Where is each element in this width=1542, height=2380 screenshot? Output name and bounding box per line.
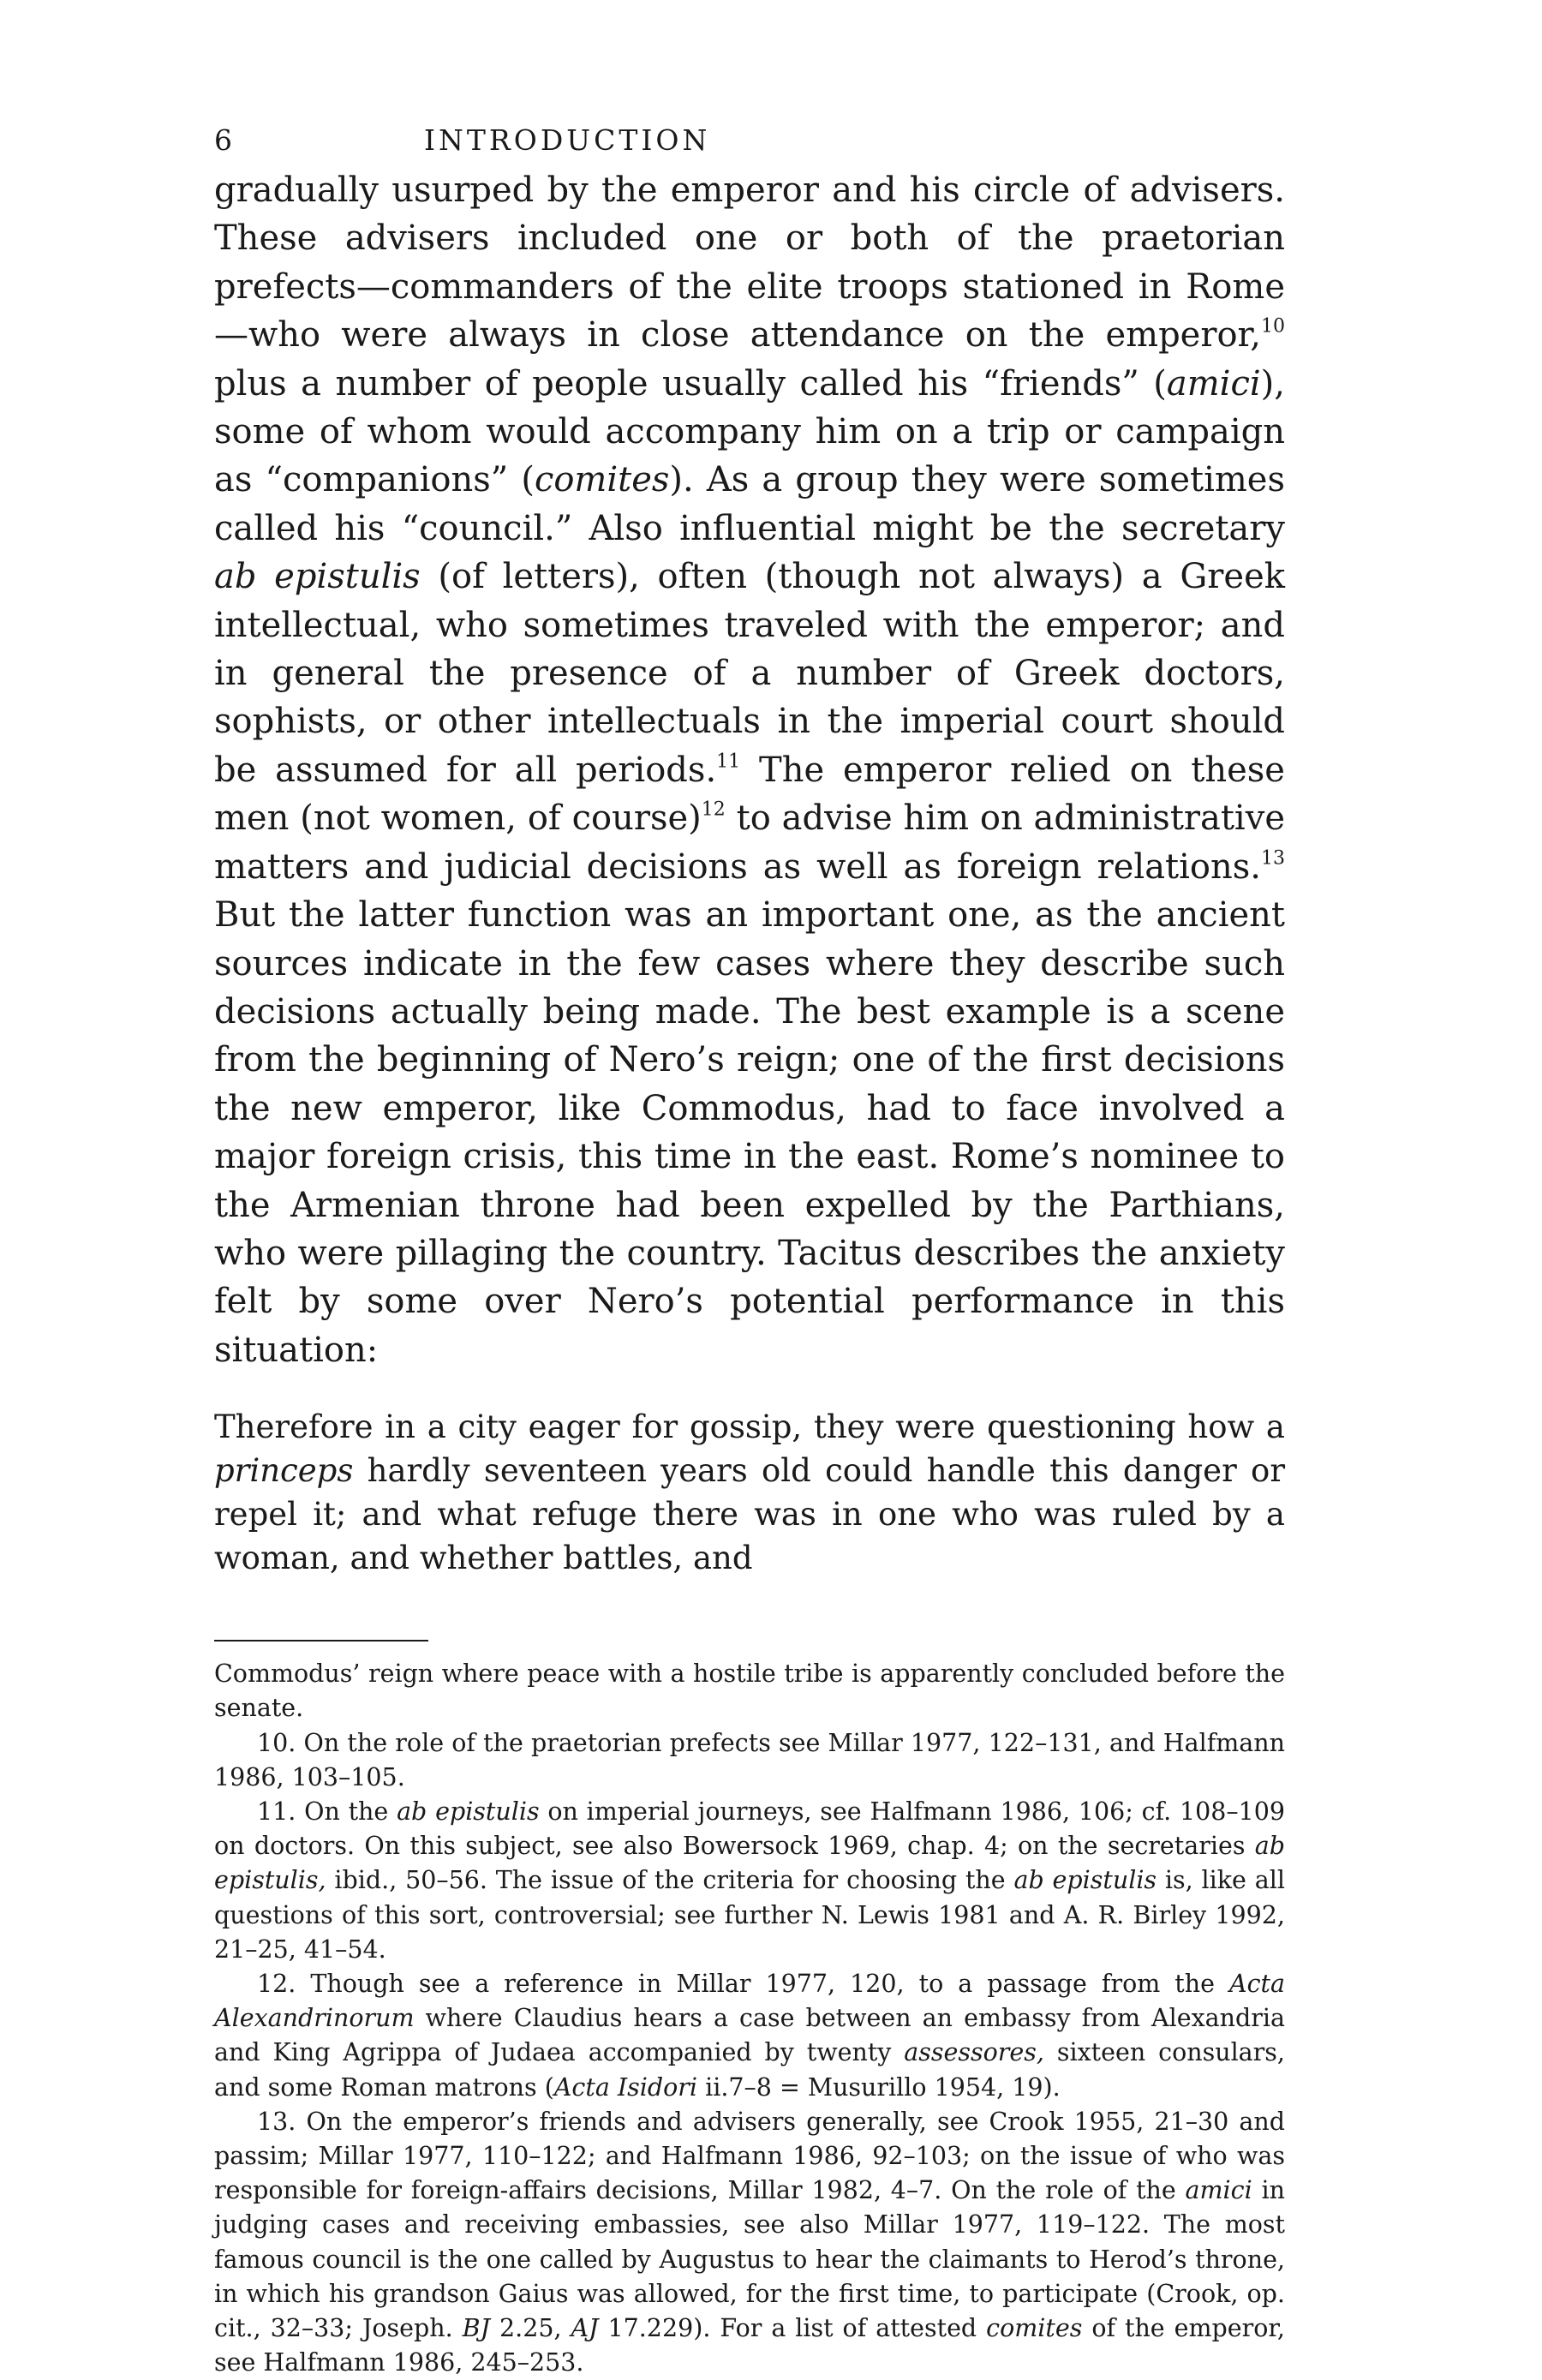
text-run: 13. On the emperor’s friends and advisers generally, see Crook 1955, 21–30 and passim; Millar 1977, 110–122; and Halfmann 1986, 92–103; on the issue of who was responsible for foreign-affairs decisions, Millar 1982, 4–7. On the role of the (214, 2107, 1285, 2205)
text-run: of the emperor, see Halfmann 1986, 245–253. (214, 2314, 1285, 2377)
text-run: 2.25, (490, 2314, 571, 2343)
page-number: 6 (214, 123, 232, 157)
italic-text: assessores, (904, 2038, 1044, 2067)
footnotes (214, 1657, 1285, 2380)
block-quote (214, 1405, 1285, 1580)
text-run: plus a number of people usually called his “friends” ( (214, 363, 1167, 404)
footnote (214, 1967, 1285, 2105)
italic-text: BJ (462, 2314, 491, 2343)
italic-text: Acta Alexandrinorum (214, 1969, 1285, 2033)
text-run: 10. On the role of the praetorian prefects see Millar 1977, 122–131, and Halfmann 1986, 103–105. (214, 1728, 1285, 1791)
footnote-marker: 13 (1261, 847, 1285, 870)
italic-text: ab epistulis (1013, 1866, 1157, 1895)
text-run: (of letters), often (though not always) a Greek intellectual, who sometimes traveled with the emperor; and in general the presence of a number of Greek doctors, sophists, or other intellectuals in the imperial court should be assumed for all periods. (214, 557, 1285, 790)
italic-text: amici (1166, 363, 1261, 404)
text-run: ), some of whom would accompany him on a trip or campaign as “companions” ( (214, 363, 1285, 500)
footnote (214, 1726, 1285, 1795)
text-run: ). As a group they were sometimes called his “council.” Also influential might be the secretary (214, 460, 1285, 548)
italic-text: Acta Isidori (553, 2072, 698, 2102)
italic-text: ab epistulis (214, 557, 421, 597)
text-run: 12. Though see a reference in Millar 1977, 120, to a passage from the (257, 1969, 1229, 1998)
text-run: hardly seventeen years old could handle this danger or repel it; and what refuge there was in one who was ruled by a woman, and whether battles, and (214, 1452, 1285, 1577)
text-run: Commodus’ reign where peace with a hostile tribe is apparently concluded before the senate. (214, 1659, 1285, 1723)
footnote (214, 1795, 1285, 1967)
footnote (214, 2105, 1285, 2380)
italic-text: ab epistulis, (214, 1832, 1285, 1895)
text-run: But the latter function was an important one, as the ancient sources indicate in the few cases where they describe such decisions actually being made. The best example is a scene from the beginning of Nero’s reign; one of the first decisions the new emperor, like Commodus, had to face involved a major foreign crisis, this time in the east. Rome’s nominee to the Armenian throne had been expelled by the Parthians, who were pillaging the country. Tacitus describes the anxiety felt by some over Nero’s potential performance in this situation: (214, 895, 1285, 1370)
italic-text: comites (534, 460, 670, 500)
footnote-rule (214, 1640, 428, 1641)
body-paragraph (214, 166, 1285, 1374)
text-run: in judging cases and receiving embassies, see also Millar 1977, 119–122. The most famous council is the one called by Augustus to hear the claimants to Herod’s throne, in which his grandson Gaius was allowed, for the first time, to participate (Crook, op. cit., 32–33; Joseph. (214, 2176, 1285, 2343)
footnote-marker: 11 (716, 750, 741, 773)
text-run: to advise him on administrative matters and judicial decisions as well as foreign relations. (214, 798, 1285, 887)
text-run: The emperor relied on these men (not women, of course) (214, 750, 1285, 839)
italic-text: AJ (571, 2314, 599, 2343)
text-run: where Claudius hears a case between an embassy from Alexandria and King Agrippa of Judaea accompanied by twenty (214, 2004, 1285, 2067)
italic-text: princeps (214, 1452, 354, 1490)
text-run: sixteen consulars, and some Roman matrons ( (214, 2038, 1285, 2102)
footnote-continuation (214, 1657, 1285, 1725)
main-text (214, 166, 1285, 1374)
text-run: is, like all questions of this sort, controversial; see further N. Lewis 1981 and A. R. Birley 1992, 21–25, 41–54. (214, 1866, 1285, 1964)
italic-text: amici (1185, 2176, 1252, 2205)
text-run: ibid., 50–56. The issue of the criteria for choosing the (326, 1866, 1014, 1895)
italic-text: comites (986, 2314, 1083, 2343)
text-run: on imperial journeys, see Halfmann 1986, 106; cf. 108–109 on doctors. On this subject, see also Bowersock 1969, chap. 4; on the secretaries (214, 1797, 1285, 1861)
book-page (214, 120, 1285, 2380)
text-run: ii.7–8 = Musurillo 1954, 19). (697, 2072, 1061, 2102)
running-head (214, 120, 1285, 161)
footnote-marker: 10 (1261, 315, 1285, 338)
italic-text: ab epistulis (397, 1797, 540, 1826)
text-run: 11. On the (257, 1797, 397, 1826)
text-run: gradually usurped by the emperor and his circle of advisers. These advisers included one or both of the praetorian prefects—commanders of the elite troops stationed in Rome—who were always in close attendance on the emperor, (214, 170, 1285, 356)
footnote-marker: 12 (701, 798, 726, 821)
running-title: INTRODUCTION (424, 123, 711, 157)
text-run: Therefore in a city eager for gossip, they were questioning how a (214, 1408, 1285, 1446)
text-run: 17.229). For a list of attested (598, 2314, 987, 2343)
